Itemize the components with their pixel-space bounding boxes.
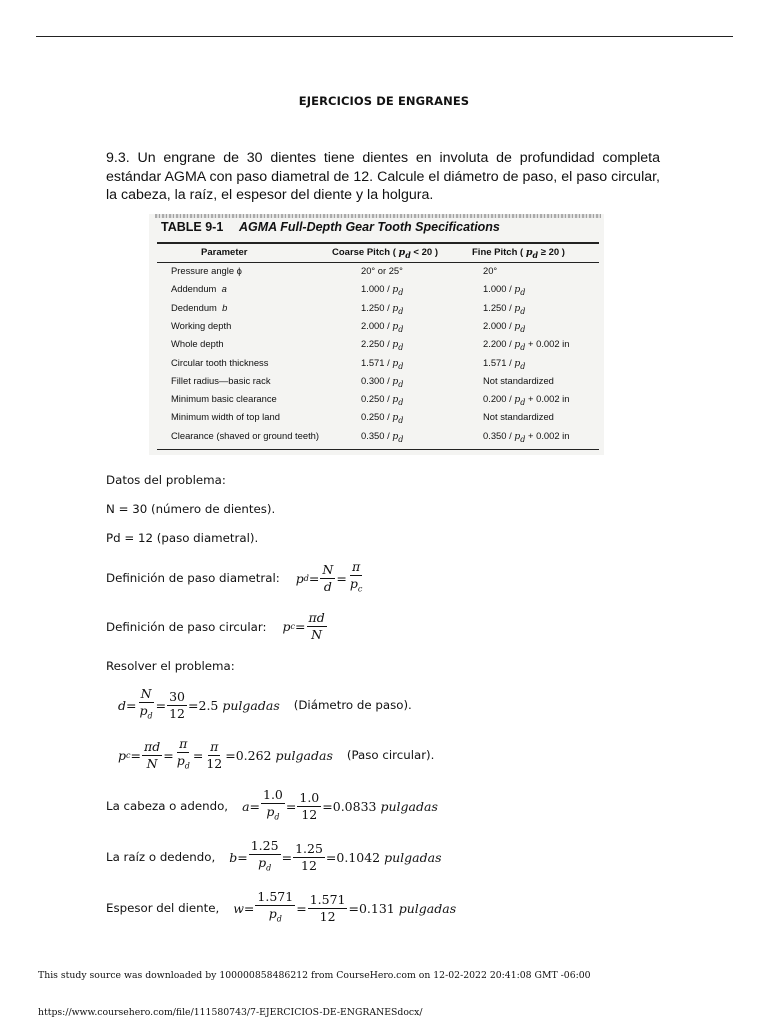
- cell-fine: $2.200 / p_d + 0.002$ in: [483, 338, 570, 353]
- table-top-rule: [157, 242, 599, 244]
- given-n: N = 30 (número de dientes).: [106, 502, 276, 516]
- table-row: [149, 320, 604, 338]
- def-diametral-pitch: [106, 560, 365, 597]
- cell-coarse: $0.250 / p_d$: [361, 393, 404, 407]
- table-row: [149, 375, 604, 393]
- cell-parameter: Clearance (shaved or ground teeth): [171, 429, 320, 441]
- table-row: [149, 302, 604, 320]
- table-row: [149, 357, 604, 375]
- cell-fine: $0.200 / p_d + 0.002$ in: [483, 393, 570, 407]
- formula-w: w= $\frac{1.571}{p_d}$ = $\frac{1.571}{12}$ = 0.131 pulgadas: [233, 889, 457, 924]
- dedendum-label: La raíz o dedendo,: [106, 850, 216, 865]
- table-row: [149, 393, 604, 411]
- formula-b: b= $\frac{1.25}{p_d}$ = $\frac{1.25}{12}$ = 0.1042 pulgadas: [229, 838, 442, 873]
- cell-parameter: Addendum a: [171, 283, 227, 295]
- cell-parameter: Dedendum b: [171, 301, 228, 313]
- source-url[interactable]: https://www.coursehero.com/file/111580743/7-EJERCICIOS-DE-ENGRANESdocx/: [38, 1007, 423, 1018]
- def-circular-pitch: [106, 611, 328, 642]
- def-pd-label: Definición de paso diametral:: [106, 571, 280, 586]
- cell-parameter: Minimum basic clearance: [171, 393, 277, 405]
- cell-fine: Not standardized: [483, 411, 554, 423]
- cell-coarse: 20° or 25°: [361, 265, 403, 276]
- table-row: [149, 338, 604, 356]
- cell-fine: $0.350 / p_d + 0.002$ in: [483, 429, 570, 444]
- pc-note: (Paso circular).: [346, 748, 435, 763]
- header-parameter: Parameter: [201, 247, 248, 258]
- thickness-label: Espesor del diente,: [106, 901, 220, 916]
- cell-parameter: Circular tooth thickness: [171, 356, 269, 368]
- formula-pd: p d = $\frac{N}{d}$ = $\frac{\pi}{p_c}$: [295, 559, 363, 594]
- cell-coarse: $0.250 / p_d$: [361, 411, 404, 426]
- eq-dedendum: [106, 839, 442, 876]
- eq-pitch-diameter: [118, 687, 412, 724]
- table-row: [149, 411, 604, 429]
- d-note: (Diámetro de paso).: [293, 698, 412, 713]
- table-bottom-rule: [157, 449, 599, 450]
- cell-coarse: $2.250 / p_d$: [361, 338, 404, 353]
- problem-statement: 9.3. Un engrane de 30 dientes tiene dientes en involuta de profundidad completa estándar AGMA con paso diametral de 12. Calcule el diámetro de paso, el paso circular, la cabeza, la raíz, el espesor del diente y la holgura.: [106, 150, 660, 203]
- cell-coarse: $1.250 / p_d$: [361, 301, 404, 316]
- cell-parameter: Minimum width of top land: [171, 411, 280, 423]
- table-row: [149, 283, 604, 301]
- table-name: AGMA Full-Depth Gear Tooth Specifications: [239, 220, 500, 234]
- table-caption: [161, 220, 500, 234]
- cell-fine: $1.250 / p_d$: [483, 301, 526, 316]
- eq-tooth-thickness: [106, 890, 456, 927]
- eq-circular-pitch: [118, 737, 434, 774]
- cell-parameter: Pressure angle ϕ: [171, 265, 242, 276]
- given-pd: Pd = 12 (paso diametral).: [106, 531, 259, 545]
- cell-fine: 20°: [483, 265, 498, 276]
- header-fine: Fine Pitch ( $p_d \ge 20$ ): [472, 247, 565, 260]
- scan-border: [155, 214, 601, 218]
- cell-parameter: Fillet radius—basic rack: [171, 374, 271, 386]
- formula-pc-result: p c = $\frac{\pi d}{N}$ = $\frac{\pi}{p_d}$ = $\frac{\pi}{12}$ = 0.262 pulgadas: [118, 736, 333, 771]
- page-title: EJERCICIOS DE ENGRANES: [298, 94, 470, 108]
- def-pc-label: Definición de paso circular:: [106, 619, 267, 634]
- cell-fine: Not standardized: [483, 374, 554, 386]
- formula-pc: p c = $\frac{\pi d}{N}$: [282, 610, 325, 642]
- table-row: [149, 430, 604, 448]
- cell-fine: $1.571 / p_d$: [483, 356, 526, 371]
- cell-fine: $2.000 / p_d$: [483, 319, 526, 334]
- gear-spec-table: [149, 214, 604, 455]
- table-number: TABLE 9-1: [161, 220, 224, 234]
- top-rule: [36, 36, 733, 37]
- table-header-rule: [157, 262, 599, 263]
- cell-fine: $1.000 / p_d$: [483, 283, 526, 298]
- cell-coarse: $0.350 / p_d$: [361, 429, 404, 444]
- datos-heading: Datos del problema:: [106, 473, 226, 487]
- cell-coarse: $2.000 / p_d$: [361, 319, 404, 334]
- cell-parameter: Whole depth: [171, 338, 224, 350]
- cell-coarse: $1.000 / p_d$: [361, 283, 404, 298]
- table-row: [149, 265, 604, 283]
- resolver-heading: Resolver el problema:: [106, 659, 235, 673]
- download-notice: This study source was downloaded by 100000858486212 from CourseHero.com on 12-02-2022 20:41:08 GMT -06:00: [38, 970, 591, 981]
- header-coarse: Coarse Pitch ( $p_d < 20$ ): [332, 247, 438, 260]
- formula-d: d= $\frac{N}{p_d}$ = $\frac{30}{12}$ = 2.5 pulgadas: [118, 686, 280, 721]
- formula-a: a= $\frac{1.0}{p_d}$ = $\frac{1.0}{12}$ = 0.0833 pulgadas: [242, 787, 438, 822]
- cell-coarse: $0.300 / p_d$: [361, 374, 404, 389]
- addendum-label: La cabeza o adendo,: [106, 799, 229, 814]
- cell-coarse: $1.571 / p_d$: [361, 356, 404, 371]
- cell-parameter: Working depth: [171, 319, 232, 331]
- eq-addendum: [106, 788, 438, 825]
